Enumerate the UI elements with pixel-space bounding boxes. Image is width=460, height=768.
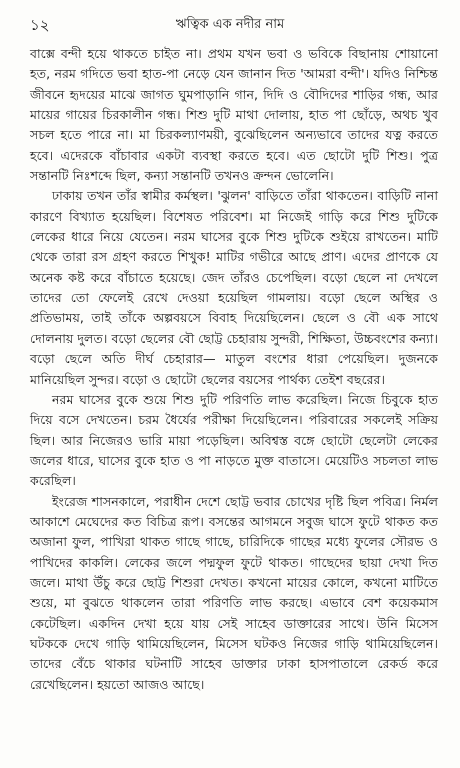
running-title: ঋত্বিক এক নদীর নাম bbox=[175, 17, 285, 32]
paragraph: ইংরেজ শাসনকালে, পরাধীন দেশে ছোট্ট ভবার চোখের দৃষ্টি ছিল পবিত্র। নির্মল আকাশে মেঘেদের কত বিচিত্র রূপ। বসন্তের আগমনে সবুজ ঘাসে ফুটে থাকত কত অজানা ফুল, পাখিরা থাকত গাছে গাছে, চারিদিকে গাছের মধ্যে ফুলের সৌরভ ও পাখিদের কাকলি। লেকের জলে পদ্মফুল ফুটে থাকত। গাছেদের ছায়া দেখা দিত জলে। মাথা উঁচু করে ছোট্ট শিশুরা দেখত। কখনো মায়ের কোলে, কখনো মাটিতে শুয়ে, মা বুঝতে থাকলেন তারা পরিণতি লাভ করছে। এভাবে বেশ কয়েকমাস কেটেছিল। একদিন দেখা হয়ে যায় সেই সাহেব ডাক্তারের সাথে। উনি মিসেস ঘটককে দেখে গাড়ি থামিয়েছিলেন, মিসেস ঘটকও নিজের গাড়ি থামিয়েছিলেন। তাদের বেঁচে থাকার ঘটনাটি সাহেব ডাক্তার ঢাকা হাসপাতালে রেকর্ড করে রেখেছিলেন। হয়তো আজও আছে। bbox=[30, 493, 438, 692]
page-number: ১২ bbox=[30, 16, 50, 34]
paragraph: ঢাকায় তখন তাঁর স্বামীর কর্মস্থল। 'ঝুলন' বাড়িতে তাঁরা থাকতেন। বাড়িটি নানা কারণে বিখ্যাত হয়েছিল। বিশেষত পরিবেশ। মা নিজেই গাড়ি করে শিশু দুটিকে লেকের ধারে নিয়ে যেতেন। নরম ঘাসের বুকে শিশু দুটিকে শুইয়ে রাখতেন। মাটি থেকে তারা রস গ্রহণ করতে শিখুক! মাটির গভীরে আছে প্রাণ। এদের প্রাণকে যে অনেক কষ্ট করে বাঁচাতে হয়েছে। জেদ তাঁরও চেপেছিল। বড়ো ছেলে না দেখলে তাদের তো ফেলেই রেখে দেওয়া হয়েছিল গামলায়। বড়ো ছেলে অস্থির ও প্রতিভাময়, তাই তাঁকে অল্পবয়সে বিবাহ দিয়েছিলেন। ছেলে ও বৌ এক সাথে দোলনায় দুলত। বড়ো ছেলের বৌ ছোট্ট চেহারায় সুন্দরী, শিক্ষিতা, উচ্চবংশের কন্যা। বড়ো ছেলে অতি দীর্ঘ চেহারার— মাতুল বংশের ধারা পেয়েছিল। দুজনকে মানিয়েছিল সুন্দর। বড়ো ও ছোটো ছেলের বয়সের পার্থক্য তেইশ বছরের। bbox=[30, 188, 438, 387]
page-header bbox=[30, 14, 430, 38]
paragraph: বাক্সে বন্দী হয়ে থাকতে চাইত না। প্রথম যখন ভবা ও ভবিকে বিছানায় শোয়ানো হত, নরম গদিতে ভবা হাত-পা নেড়ে যেন জানান দিত 'আমরা বন্দী'। যদিও নিশ্চিন্ত জীবনে হৃদয়ের মাঝে জাগত ঘুমপাড়ানি গান, দিদি ও বৌদিদের শাড়ির গন্ধ, আর মায়ের গায়ের চিরকালীন গন্ধ। শিশু দুটি মাথা দোলায়, হাত পা ছোঁড়ে, অথচ খুব সচল হতে পারে না। মা চিরকল্যাণময়ী, বুঝেছিলেন অন্যভাবে তাদের যত্ন করতে হবে। এদেরকে বাঁচাবার একটা ব্যবস্থা করতে হবে। এত ছোটো দুটি শিশু। পুত্র সন্তানটি নিঃশব্দে ছিল, কন্যা সন্তানটি তখনও ক্রন্দন ভোলেনি। bbox=[30, 46, 438, 184]
paragraph: নরম ঘাসের বুকে শুয়ে শিশু দুটি পরিণতি লাভ করেছিল। নিজে চিবুকে হাত দিয়ে বসে দেখতেন। চরম ধৈর্যের পরীক্ষা দিয়েছিলেন। পরিবারের সকলেই সক্রিয় ছিল। আর নিজেরও ভারি মায়া পড়েছিল। অবিশ্বস্ত বঙ্গে ছোটো ছেলেটা লেকের জলের ধারে, ঘাসের বুকে হাত ও পা নাড়তে মুক্ত বাতাসে। মেয়েটিও সচলতা লাভ করেছিল। bbox=[30, 391, 438, 489]
body-text bbox=[30, 44, 438, 695]
